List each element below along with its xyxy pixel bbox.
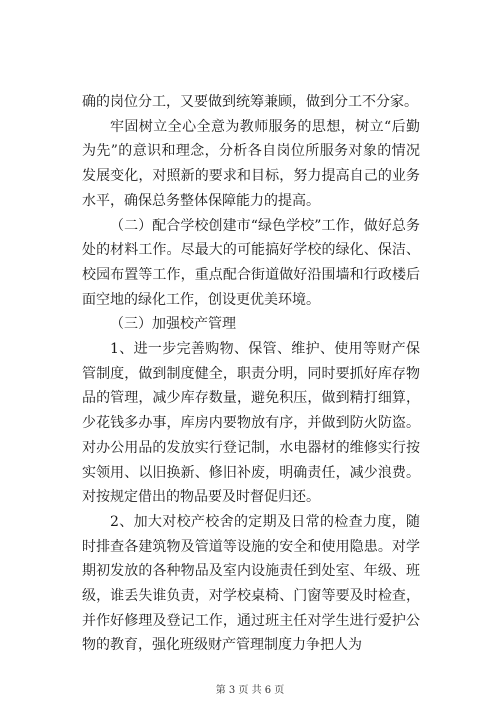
paragraph-service-philosophy: 牢固树立全心全意为教师服务的思想，树立“后勤为先”的意识和理念，分析各自岗位所服务对象的情况发展变化，对照新的要求和目标，努力提高自己的业务水平，确保总务整体保障能力的提高。	[82, 118, 420, 209]
section-heading-asset-management: （三）加强校产管理	[110, 316, 236, 333]
page-number-footer: 第 3 页 共 6 页	[215, 685, 285, 696]
paragraph-asset-item-1: 1、进一步完善购物、保管、维护、使用等财产保管制度，做到制度健全，职责分明，同时要抓好库存物品的管理，减少库存数量，避免积压，做到精打细算，少花钱多办事，库房内要物放有序，并做到防火防盗。对办公用品的发放实行登记制，水电器材的维修实行按实领用、以旧换新、修旧补废，明确责任，减少浪费。对按规定借出的物品要及时督促归还。	[82, 341, 420, 506]
paragraph-continuation: 确的岗位分工，又要做到统筹兼顾，做到分工不分家。	[82, 94, 418, 110]
paragraph-green-school: （二）配合学校创建市“绿色学校”工作，做好总务处的材料工作。尽最大的可能搞好学校的绿化、保洁、校园布置等工作，重点配合街道做好沿围墙和行政楼后面空地的绿化工作，创设更优美环境。	[82, 217, 420, 308]
paragraph-asset-item-2: 2、加大对校产校舍的定期及日常的检查力度，随时排查各建筑物及管道等设施的安全和使用隐患。对学期初发放的各种物品及室内设施责任到处室、年级、班级，谁丢失谁负责，对学校桌椅、门窗等要及时检查，并作好修理及登记工作，通过班主任对学生进行爱护公物的教育，强化班级财产管理制度力争把人为	[82, 513, 420, 654]
document-body	[82, 90, 420, 658]
